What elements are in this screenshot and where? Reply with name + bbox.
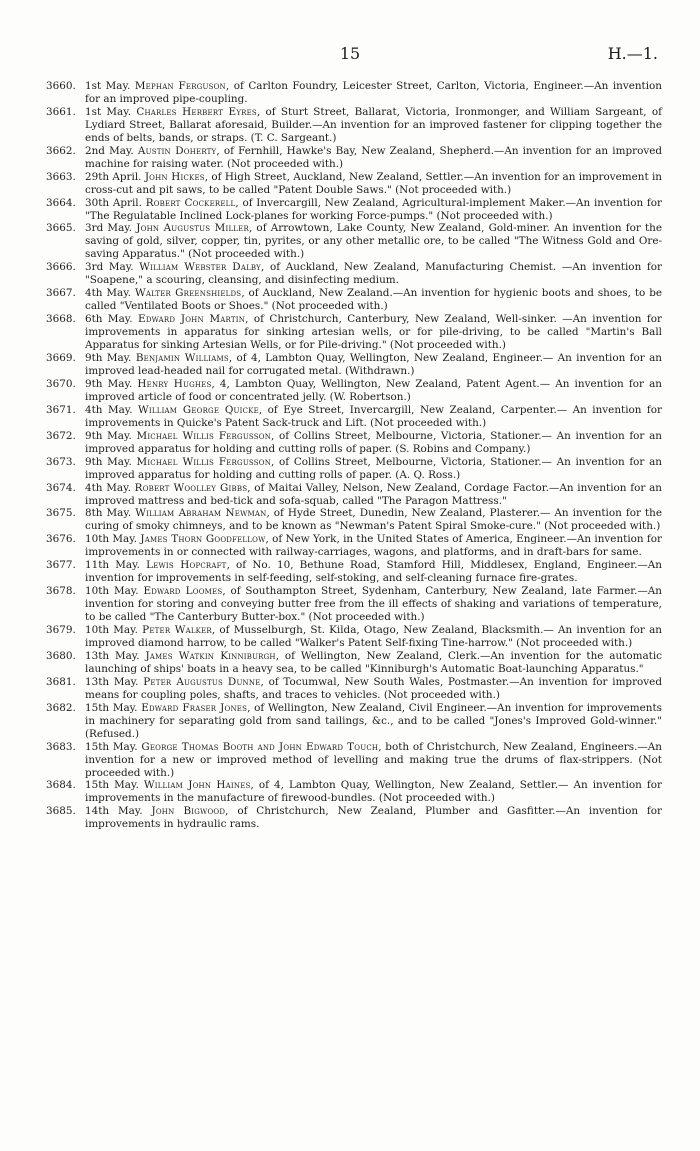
- entry-number: 3664.: [46, 196, 76, 209]
- patent-entry: [46, 352, 662, 378]
- entry-date: 10th May.: [85, 624, 138, 637]
- patent-entry: [46, 533, 662, 559]
- applicant-name: George Thomas Booth and John Edward Touch: [141, 740, 379, 753]
- entry-description: , of Christchurch, Canterbury, New Zealand, Well-sinker. —An invention for improvements in apparatus for sinking artesian wells, or for pile-driving, to be called "Martin's Ball Apparatus for sinking Artesian Wells, or for Pile-driving." (Not proceeded with.): [85, 313, 662, 352]
- applicant-name: William George Quicke: [138, 403, 259, 416]
- entry-date: 6th May.: [85, 313, 133, 326]
- patent-entry: [46, 222, 663, 261]
- entry-description: , of Tocumwal, New South Wales, Postmaster.—An invention for improved means for coupling poles, shafts, and traces to vehicles. (Not proceeded with.): [85, 675, 662, 701]
- entry-date: 9th May.: [85, 455, 132, 468]
- patent-entry: [46, 313, 662, 352]
- patent-entry: [46, 624, 662, 650]
- applicant-name: James Thorn Goodfellow: [140, 533, 266, 546]
- entry-description: , of Wellington, New Zealand, Civil Engineer.—An invention for improvements in machinery for separating gold from sand tailings, &c., and to be called "Jones's Improved Gold-winner." (Refused.): [85, 701, 662, 740]
- patent-entry: [46, 455, 662, 482]
- patent-entry: [46, 805, 663, 831]
- patent-entry: [46, 287, 662, 313]
- entry-description: , of High Street, Auckland, New Zealand, Settler.—An invention for an improvement in cross-cut and pit saws, to be called "Patent Double Saws." (Not proceeded with.): [85, 170, 662, 196]
- entry-number: 3672.: [46, 429, 76, 442]
- entry-description: , of No. 10, Bethune Road, Stamford Hill, Middlesex, England, Engineer.—An invention for improvements in self-feeding, self-stoking, and self-cleaning furnace fire-grates.: [85, 559, 662, 585]
- entry-number: 3676.: [46, 533, 76, 546]
- applicant-name: William Webster Dalby: [139, 261, 261, 274]
- entry-number: 3666.: [46, 261, 76, 274]
- entry-date: 15th May.: [85, 779, 139, 792]
- patent-entry: [46, 105, 662, 145]
- entry-number: 3665.: [46, 222, 76, 235]
- entry-description: , of 4, Lambton Quay, Wellington, New Zealand, Engineer.— An invention for an improved lead-headed nail for corrugated metal. (Withdrawn.): [85, 352, 662, 377]
- entry-date: 2nd May.: [85, 144, 134, 157]
- entry-date: 3rd May.: [85, 222, 133, 235]
- patent-entry: [46, 170, 662, 197]
- entry-description: , of Auckland, New Zealand.—An invention for hygienic boots and shoes, to be called "Ventilated Boots or Shoes." (Not proceeded with.): [85, 287, 662, 313]
- entry-number: 3662.: [46, 144, 76, 157]
- applicant-name: Michael Willis Fergusson: [136, 429, 272, 442]
- entry-description: , of New York, in the United States of America, Engineer.—An invention for improvements in or connected with railway-carriages, wagons, and platforms, and in draft-bars for same.: [85, 533, 662, 559]
- document-reference: H.—1.: [607, 44, 658, 63]
- applicant-name: Edward John Martin: [138, 313, 246, 326]
- entry-date: 9th May.: [85, 377, 133, 390]
- applicant-name: Charles Herbert Eyres: [136, 105, 257, 118]
- patent-entry: [46, 377, 662, 404]
- applicant-name: Austin Doherty: [137, 144, 217, 157]
- patent-entry: [46, 80, 662, 106]
- entry-number: 3681.: [46, 675, 76, 688]
- entry-date: 13th May.: [85, 649, 140, 662]
- entry-description: , of Wellington, New Zealand, Clerk.—An invention for the automatic launching of ships' boats in a heavy sea, to be called "Kinniburgh's Automatic Boat-launching Apparatus.": [85, 649, 662, 675]
- patent-entry: [46, 649, 662, 676]
- entry-number: 3670.: [46, 377, 76, 390]
- applicant-name: John Hickes: [144, 170, 205, 183]
- entry-number: 3685.: [46, 805, 76, 818]
- entry-description: , of Sturt Street, Ballarat, Victoria, Ironmonger, and William Sargeant, of Lydiard Street, Ballarat aforesaid, Builder.—An invention for an improved fastener for clipping together the ends of belts, bands, or straps. (T. C. Sargeant.): [85, 105, 662, 144]
- entry-number: 3673.: [46, 455, 76, 468]
- applicant-name: Michael Willis Fergusson: [136, 455, 272, 468]
- entry-description: , of Hyde Street, Dunedin, New Zealand, Plasterer.— An invention for the curing of smoky chimneys, and to be known as "Newman's Patent Spiral Smoke-cure." (Not proceeded with.): [85, 507, 662, 533]
- entry-date: 1st May.: [85, 105, 132, 118]
- entry-description: , of 4, Lambton Quay, Wellington, New Zealand, Settler.— An invention for improvements in the manufacture of firewood-bundles. (Not proceeded with.): [85, 779, 662, 805]
- entry-number: 3669.: [46, 352, 76, 365]
- entry-number: 3674.: [46, 481, 76, 494]
- entry-date: 10th May.: [85, 585, 139, 598]
- entry-date: 29th April.: [85, 170, 142, 183]
- applicant-name: Edward Loomes: [143, 585, 223, 598]
- entry-number: 3680.: [46, 649, 76, 662]
- patent-entry: [46, 675, 662, 702]
- entry-date: 4th May.: [85, 287, 132, 300]
- applicant-name: Mephan Ferguson: [134, 80, 226, 92]
- entry-date: 15th May.: [85, 740, 138, 753]
- entry-description: , of Arrowtown, Lake County, New Zealand, Gold-miner. An invention for the saving of gold, silver, copper, tin, pyrites, or any other metallic ore, to be called "The Witness Gold and Ore-saving Apparatus." (Not proceeded with.): [85, 222, 663, 261]
- entry-number: 3678.: [46, 585, 76, 598]
- entry-number: 3663.: [46, 170, 76, 183]
- entry-description: , of Eye Street, Invercargill, New Zealand, Carpenter.— An invention for improvements in Quicke's Patent Sack-truck and Lift. (Not proceeded with.): [85, 403, 662, 429]
- entry-description: , of Carlton Foundry, Leicester Street, Carlton, Victoria, Engineer.—An invention for an improved pipe-coupling.: [85, 80, 662, 105]
- entry-number: 3671.: [46, 403, 76, 416]
- entry-description: , of Collins Street, Melbourne, Victoria, Stationer.— An invention for an improved apparatus for holding and cutting rolls of paper. (A. Q. Ross.): [85, 455, 662, 481]
- entry-date: 10th May.: [85, 533, 138, 546]
- entry-number: 3679.: [46, 624, 76, 637]
- entry-date: 13th May.: [85, 675, 139, 688]
- entry-number: 3677.: [46, 559, 76, 572]
- applicant-name: Peter Walker: [142, 624, 212, 637]
- entry-description: , of Maitai Valley, Nelson, New Zealand, Cordage Factor.—An invention for an improved mattress and bed-tick and sofa-squab, called "The Paragon Mattress.": [85, 481, 662, 507]
- patent-entry: [46, 559, 662, 585]
- applicant-name: William John Haines: [143, 779, 251, 792]
- entry-number: 3667.: [46, 287, 76, 300]
- entry-number: 3683.: [46, 740, 76, 753]
- applicant-name: Walter Greenshields: [134, 287, 242, 300]
- entry-number: 3661.: [46, 105, 76, 118]
- patent-entry: [46, 779, 662, 805]
- entry-description: , both of Christchurch, New Zealand, Engineers.—An invention for a new or improved method of levelling and making true the drums of flax-strippers. (Not proceeded with.): [85, 740, 662, 779]
- entry-number: 3660.: [46, 80, 76, 92]
- entry-date: 4th May.: [85, 403, 133, 416]
- patent-entry: [46, 144, 662, 171]
- applicant-name: James Watkin Kinniburgh: [145, 649, 276, 662]
- applicant-name: Robert Cockerell: [145, 196, 236, 209]
- patent-entry: [46, 481, 662, 508]
- entry-description: , of Southampton Street, Sydenham, Canterbury, New Zealand, late Farmer.—An invention for storing and conveying butter free from the ill effects of shaking and variations of temperature, to be called "The Canterbury Butter-box." (Not proceeded with.): [85, 585, 663, 624]
- applicant-name: Robert Woolley Gibbs: [134, 481, 248, 494]
- page-number: 15: [339, 44, 361, 63]
- entry-number: 3682.: [46, 701, 76, 714]
- entry-description: , of Collins Street, Melbourne, Victoria, Stationer.— An invention for an improved apparatus for holding and cutting rolls of paper. (S. Robins and Company.): [85, 429, 662, 455]
- patent-entry: [46, 585, 663, 624]
- applicant-name: Henry Hughes: [137, 377, 212, 390]
- entry-number: 3668.: [46, 313, 76, 326]
- applicant-name: Lewis Hopcraft: [146, 559, 227, 572]
- entry-description: , 4, Lambton Quay, Wellington, New Zealand, Patent Agent.— An invention for an improved article of food or concentrated jelly. (W. Robertson.): [85, 377, 662, 403]
- patent-entry: [46, 507, 662, 533]
- applicant-name: Benjamin Williams: [135, 352, 229, 365]
- entry-date: 9th May.: [85, 352, 132, 365]
- patent-entries-list: [46, 80, 663, 831]
- entry-description: , of Auckland, New Zealand, Manufacturing Chemist. —An invention for "Soapene," a scouring, cleansing, and disinfecting medium.: [85, 261, 663, 287]
- applicant-name: John Bigwood: [151, 805, 226, 818]
- entry-description: , of Fernhill, Hawke's Bay, New Zealand, Shepherd.—An invention for an improved machine for raising water. (Not proceeded with.): [85, 144, 662, 170]
- entry-description: , of Invercargill, New Zealand, Agricultural-implement Maker.—An invention for "The Regulatable Inclined Lock-planes for working Force-pumps." (Not proceeded with.): [85, 196, 662, 222]
- entry-date: 3rd May.: [85, 261, 134, 274]
- entry-date: 11th May.: [85, 559, 140, 572]
- patent-entry: [46, 740, 662, 780]
- applicant-name: Peter Augustus Dunne: [143, 675, 261, 688]
- entry-date: 8th May.: [85, 507, 132, 520]
- applicant-name: William Abraham Newman: [135, 507, 267, 520]
- patent-entry: [46, 261, 663, 287]
- patent-entry: [46, 701, 662, 741]
- patent-entry: [46, 429, 662, 456]
- entry-date: 14th May.: [85, 805, 143, 818]
- patent-entry: [46, 196, 662, 223]
- entry-date: 4th May.: [85, 481, 131, 494]
- entry-number: 3684.: [46, 779, 76, 792]
- entry-description: , of Christchurch, New Zealand, Plumber and Gasfitter.—An invention for improvements in hydraulic rams.: [85, 805, 663, 831]
- entry-date: 9th May.: [85, 429, 132, 442]
- entry-date: 1st May.: [85, 80, 131, 92]
- entry-date: 30th April.: [85, 196, 142, 209]
- entry-description: , of Musselburgh, St. Kilda, Otago, New Zealand, Blacksmith.— An invention for an improved diamond harrow, to be called "Walker's Patent Self-fixing Tine-harrow." (Not proceeded with.): [85, 624, 662, 649]
- patent-entry: [46, 403, 662, 430]
- applicant-name: Edward Fraser Jones: [141, 701, 248, 714]
- entry-date: 15th May.: [85, 701, 138, 714]
- entry-number: 3675.: [46, 507, 76, 520]
- applicant-name: John Augustus Miller: [136, 222, 249, 235]
